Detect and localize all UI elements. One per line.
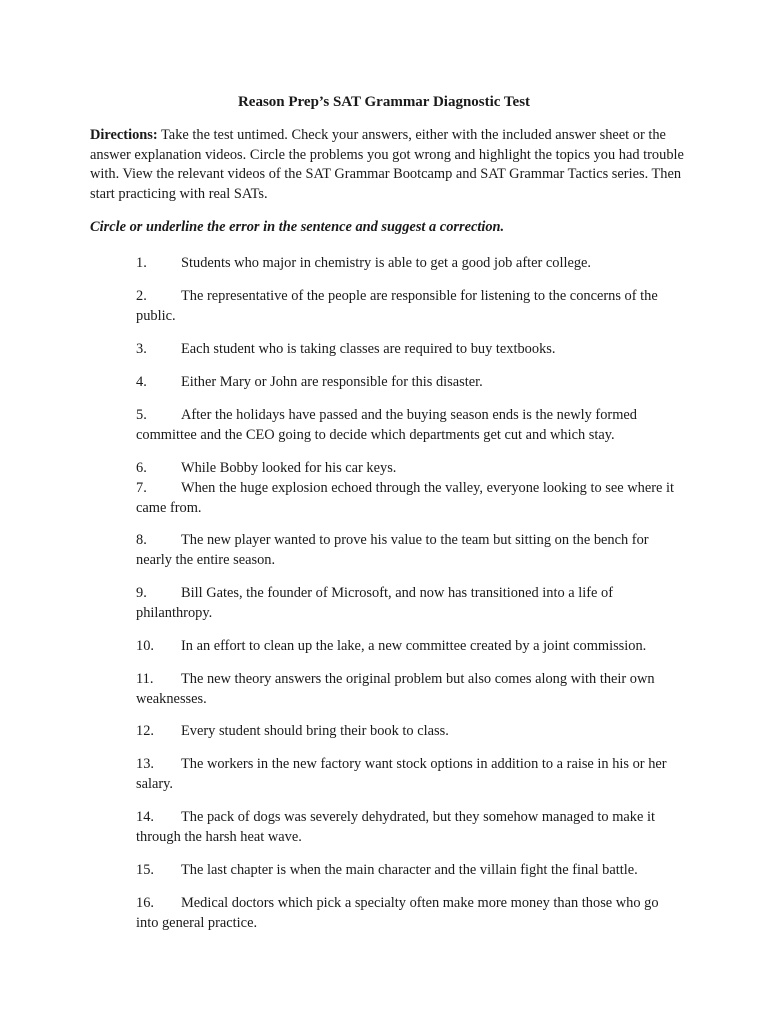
question-number: 15. [136,862,154,878]
question-number: 7. [136,480,147,496]
question-text: When the huge explosion echoed through the valley, everyone looking to see where it came from. [136,480,674,516]
question-text: After the holidays have passed and the buying season ends is the newly formed committee and the CEO going to decide which departments get cut and which stay. [136,407,637,443]
question-number: 14. [136,809,154,825]
question-number: 11. [136,671,154,687]
question-number: 10. [136,638,154,654]
question-text: The new player wanted to prove his value to the team but sitting on the bench for nearly the entire season. [136,532,649,568]
question-item [136,807,684,847]
question-number: 4. [136,374,147,390]
directions-text: Take the test untimed. Check your answers, either with the included answer sheet or the answer explanation videos. Circle the problems you got wrong and highlight the topics you had trouble with. View the relevant videos of the SAT Grammar Bootcamp and SAT Grammar Tactics series. Then start practicing with real SATs. [90,127,684,202]
page-title: Reason Prep’s SAT Grammar Diagnostic Test [237,94,531,110]
question-text: In an effort to clean up the lake, a new committee created by a joint commission. [181,638,647,654]
question-text: The new theory answers the original problem but also comes along with their own weaknesses. [136,671,655,707]
question-item [136,339,684,359]
question-number: 9. [136,585,147,601]
directions-paragraph [90,126,690,204]
question-text: Each student who is taking classes are required to buy textbooks. [181,341,556,357]
question-text: Every student should bring their book to class. [181,723,449,739]
question-text: While Bobby looked for his car keys. [181,460,397,476]
question-item [136,478,684,518]
question-item [136,253,684,273]
question-text: The pack of dogs was severely dehydrated, but they somehow managed to make it through the harsh heat wave. [136,809,655,845]
directions-label: Directions: [90,127,158,143]
question-text: Bill Gates, the founder of Microsoft, and now has transitioned into a life of philanthropy. [136,585,614,621]
question-number: 13. [136,756,154,772]
question-item [136,721,684,741]
question-number: 3. [136,341,147,357]
question-text: The last chapter is when the main character and the villain fight the final battle. [181,862,638,878]
question-item [136,530,684,570]
question-number: 5. [136,407,147,423]
question-item [136,583,684,623]
question-item [136,286,684,326]
question-number: 1. [136,255,147,271]
question-item [136,372,684,392]
question-number: 8. [136,532,147,548]
question-text: Students who major in chemistry is able to get a good job after college. [181,255,592,271]
question-text: Either Mary or John are responsible for this disaster. [181,374,483,390]
question-text: The representative of the people are responsible for listening to the concerns of the public. [136,288,658,324]
question-item [136,860,684,880]
question-number: 2. [136,288,147,304]
question-item [136,754,684,794]
instruction-heading: Circle or underline the error in the sentence and suggest a correction. [90,219,505,235]
question-number: 12. [136,723,154,739]
question-number: 16. [136,895,154,911]
question-number: 6. [136,460,147,476]
question-item [136,893,684,933]
question-text: Medical doctors which pick a specialty often make more money than those who go into general practice. [136,895,659,931]
question-item [136,669,684,709]
question-text: The workers in the new factory want stock options in addition to a raise in his or her salary. [136,756,667,792]
question-item [136,636,684,656]
question-item [136,458,684,478]
question-item [136,405,684,445]
